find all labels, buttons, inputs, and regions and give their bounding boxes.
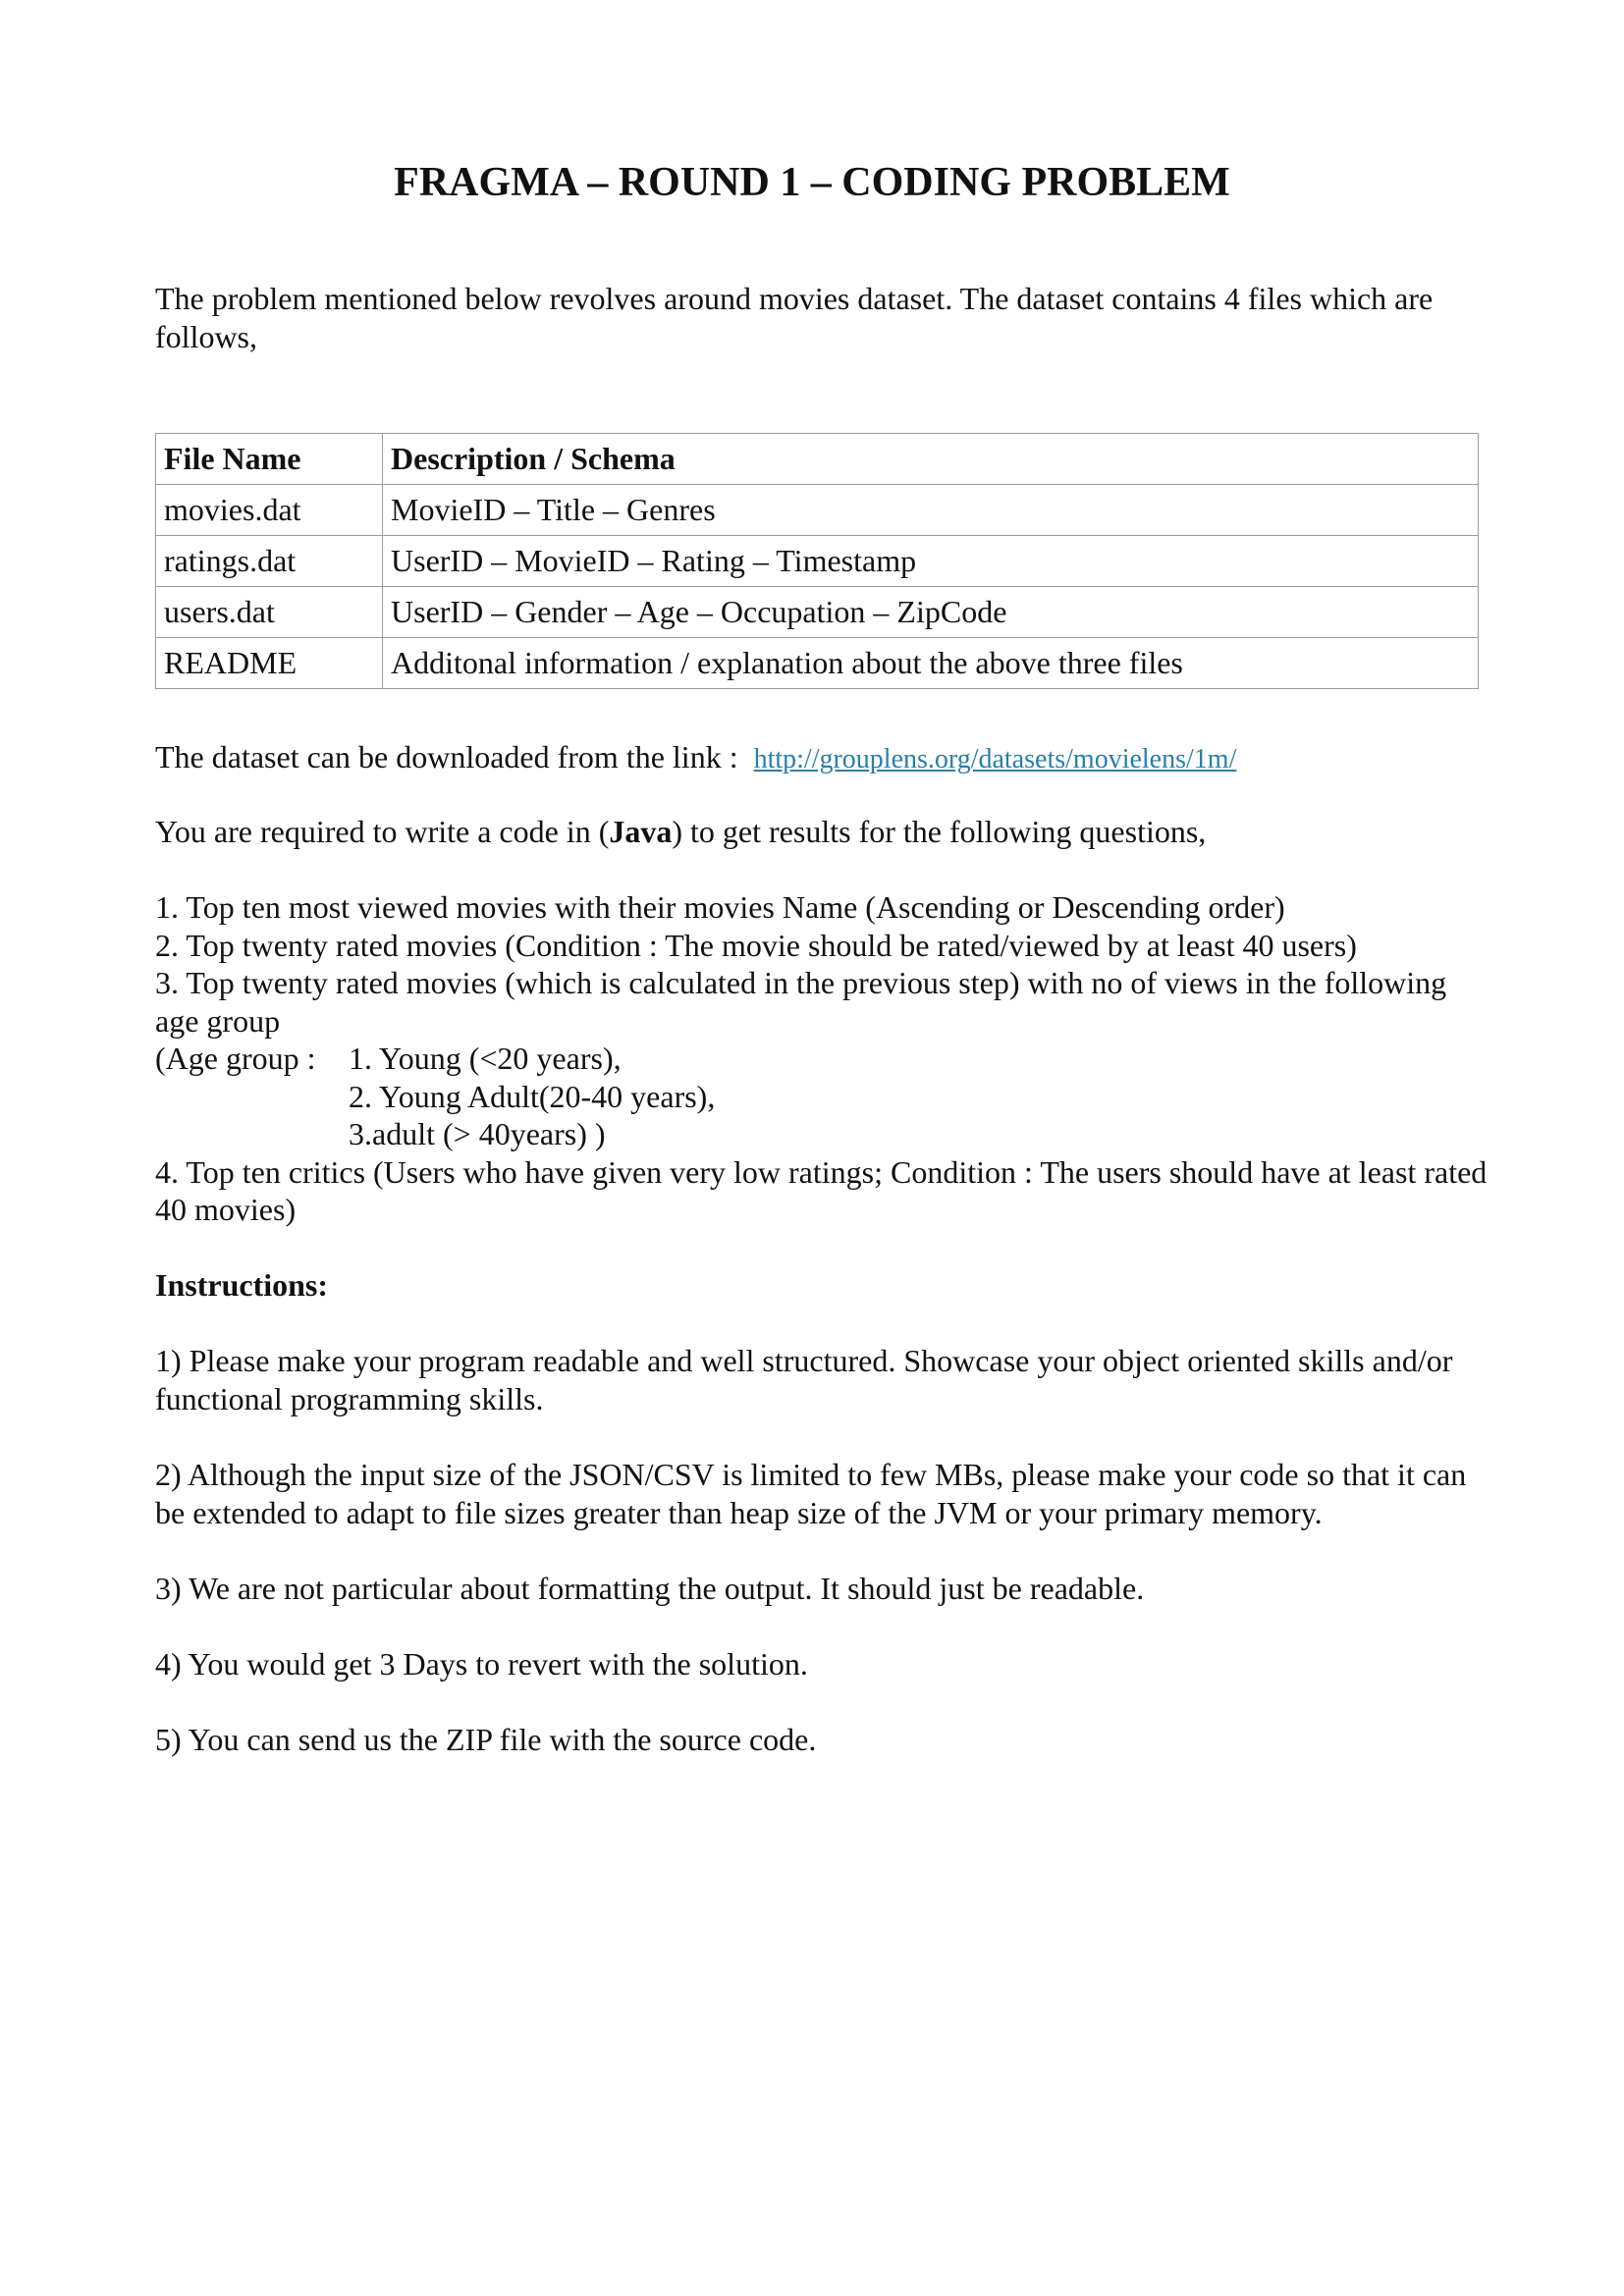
question-1: 1. Top ten most viewed movies with their movies Name (Ascending or Descending order) xyxy=(155,889,1285,925)
table-row xyxy=(156,485,1479,536)
page-title: FRAGMA – ROUND 1 – CODING PROBLEM xyxy=(394,160,1230,205)
requirement-paragraph xyxy=(155,813,1490,851)
age-group-young: 1. Young (<20 years), xyxy=(349,1041,622,1076)
intro-paragraph: The problem mentioned below revolves around movies dataset. The dataset contains 4 files which are follows, xyxy=(155,281,1434,354)
file-name-cell: ratings.dat xyxy=(156,536,383,587)
table-row xyxy=(156,587,1479,638)
question-2: 2. Top twenty rated movies (Condition : The movie should be rated/viewed by at least 40 users) xyxy=(155,927,1357,963)
header-description: Description / Schema xyxy=(383,434,1479,485)
download-text: The dataset can be downloaded from the link : xyxy=(155,739,738,774)
file-name-cell: users.dat xyxy=(156,587,383,638)
instruction-item: 4) You would get 3 Days to revert with the solution. xyxy=(155,1646,808,1682)
age-group-label: (Age group : xyxy=(155,1041,316,1076)
age-group-row xyxy=(155,1040,1490,1078)
instruction-item: 3) We are not particular about formatting the output. It should just be readable. xyxy=(155,1571,1145,1606)
question-3: 3. Top twenty rated movies (which is calculated in the previous step) with no of views in the following age group xyxy=(155,965,1447,1039)
files-table xyxy=(155,433,1479,689)
age-group-adult: 3.adult (> 40years) ) xyxy=(349,1116,606,1151)
instructions-heading: Instructions: xyxy=(155,1267,329,1303)
age-group-young-adult: 2. Young Adult(20-40 years), xyxy=(349,1078,716,1114)
instruction-item: 5) You can send us the ZIP file with the source code. xyxy=(155,1722,817,1757)
question-4: 4. Top ten critics (Users who have given very low ratings; Condition : The users should have at least rated 40 movies) xyxy=(155,1153,1488,1227)
file-name-cell: README xyxy=(156,638,383,689)
file-name-cell: movies.dat xyxy=(156,485,383,536)
description-cell: MovieID – Title – Genres xyxy=(383,485,1479,536)
table-row xyxy=(156,638,1479,689)
instruction-item: 2) Although the input size of the JSON/CSV is limited to few MBs, please make your code so that it can be extended to adapt to file sizes greater than heap size of the JVM or your primary memory. xyxy=(155,1457,1467,1530)
header-file-name: File Name xyxy=(156,434,383,485)
requirement-text-after: ) to get results for the following questions, xyxy=(672,814,1207,849)
questions-list xyxy=(155,888,1490,1229)
requirement-text-before: You are required to write a code in ( xyxy=(155,814,610,849)
table-header-row xyxy=(156,434,1479,485)
description-cell: UserID – MovieID – Rating – Timestamp xyxy=(383,536,1479,587)
table-row xyxy=(156,536,1479,587)
language-java: Java xyxy=(609,814,673,849)
instruction-item: 1) Please make your program readable and well structured. Showcase your object oriented skills and/or functional programming skills. xyxy=(155,1343,1453,1416)
dataset-link[interactable]: http://grouplens.org/datasets/movielens/1m/ xyxy=(753,744,1237,774)
description-cell: UserID – Gender – Age – Occupation – ZipCode xyxy=(383,587,1479,638)
description-cell: Additonal information / explanation about the above three files xyxy=(383,638,1479,689)
download-paragraph xyxy=(155,738,1490,779)
